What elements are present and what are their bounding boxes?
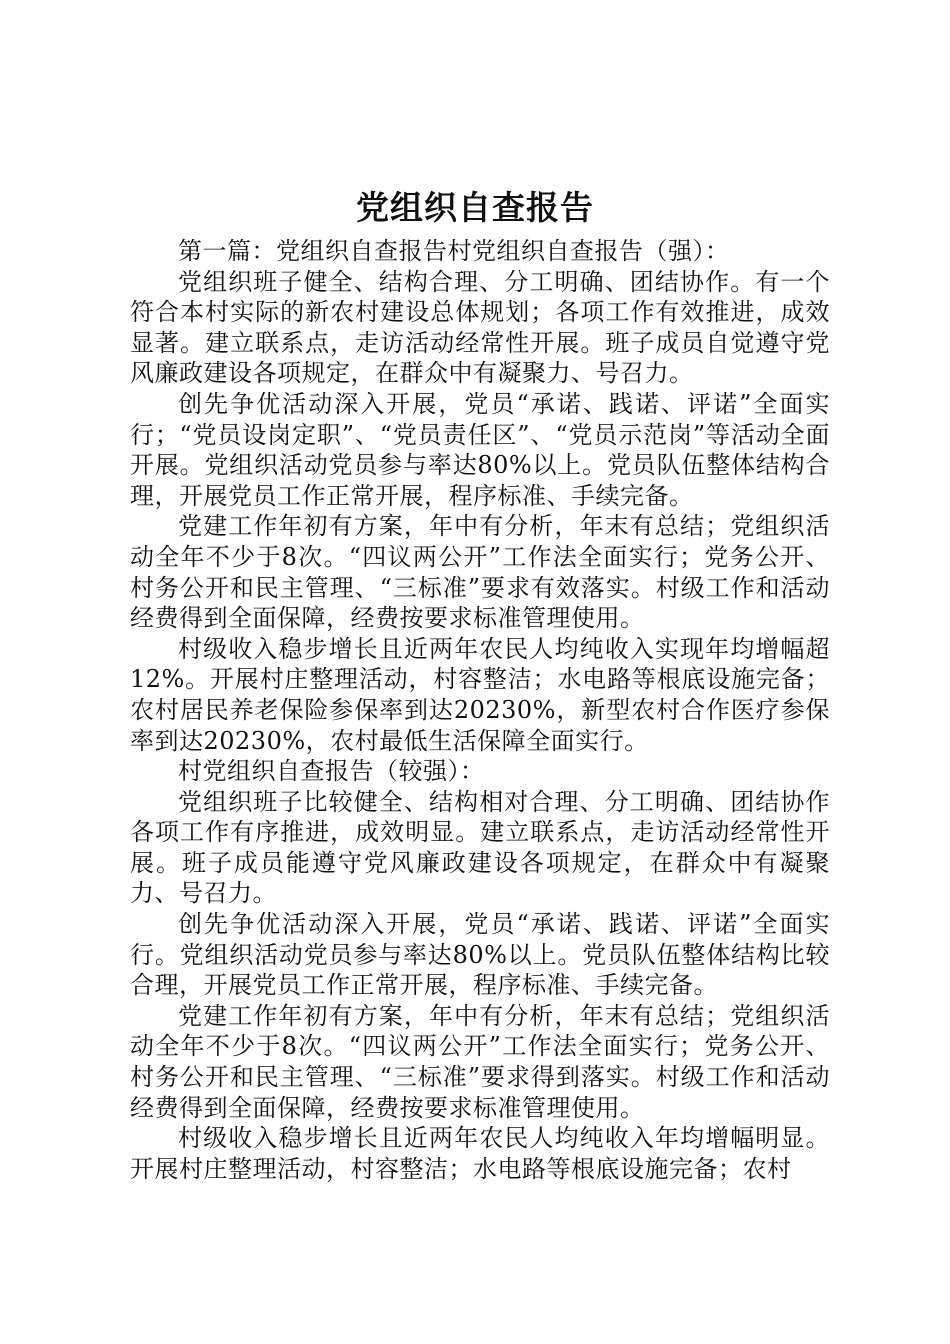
paragraph: 村级收入稳步增长且近两年农民人均纯收入年均增幅明显。开展村庄整理活动，村容整洁；水电路等根底设施完备；农村 <box>130 1124 830 1183</box>
document-body <box>130 236 830 1184</box>
paragraph: 党组织班子比较健全、结构相对合理、分工明确、团结协作各项工作有序推进，成效明显。建立联系点，走访活动经常性开展。班子成员能遵守党风廉政建设各项规定，在群众中有凝聚力、号召力。 <box>130 787 830 908</box>
paragraph-heading-1: 第一篇：党组织自查报告村党组织自查报告（强）： <box>178 237 730 265</box>
paragraph: 村级收入稳步增长且近两年农民人均纯收入实现年均增幅超12%。开展村庄整理活动，村容整洁；水电路等根底设施完备；农村居民养老保险参保率到达20230%，新型农村合作医疗参保率到达20230%，农村最低生活保障全面实行。 <box>130 634 830 755</box>
paragraph: 党组织班子健全、结构合理、分工明确、团结协作。有一个符合本村实际的新农村建设总体规划；各项工作有效推进，成效显著。建立联系点，走访活动经常性开展。班子成员自觉遵守党风廉政建设各项规定，在群众中有凝聚力、号召力。 <box>130 267 830 388</box>
paragraph: 创先争优活动深入开展，党员“承诺、践诺、评诺”全面实行；“党员设岗定职”、“党员责任区”、“党员示范岗”等活动全面开展。党组织活动党员参与率达80%以上。党员队伍整体结构合理，开展党员工作正常开展，程序标准、手续完备。 <box>130 389 830 510</box>
paragraph: 创先争优活动深入开展，党员“承诺、践诺、评诺”全面实行。党组织活动党员参与率达80%以上。党员队伍整体结构比较合理，开展党员工作正常开展，程序标准、手续完备。 <box>130 910 830 1000</box>
paragraph: 党建工作年初有方案，年中有分析，年末有总结；党组织活动全年不少于8次。“四议两公开”工作法全面实行；党务公开、村务公开和民主管理、“三标准”要求得到落实。村级工作和活动经费得到全面保障，经费按要求标准管理使用。 <box>130 1001 830 1122</box>
paragraph-heading-2: 村党组织自查报告（较强）： <box>178 757 485 786</box>
paragraph: 党建工作年初有方案，年中有分析，年末有总结；党组织活动全年不少于8次。“四议两公开”工作法全面实行；党务公开、村务公开和民主管理、“三标准”要求有效落实。村级工作和活动经费得到全面保障，经费按要求标准管理使用。 <box>130 512 830 633</box>
document-title: 党组织自查报告 <box>356 188 594 227</box>
